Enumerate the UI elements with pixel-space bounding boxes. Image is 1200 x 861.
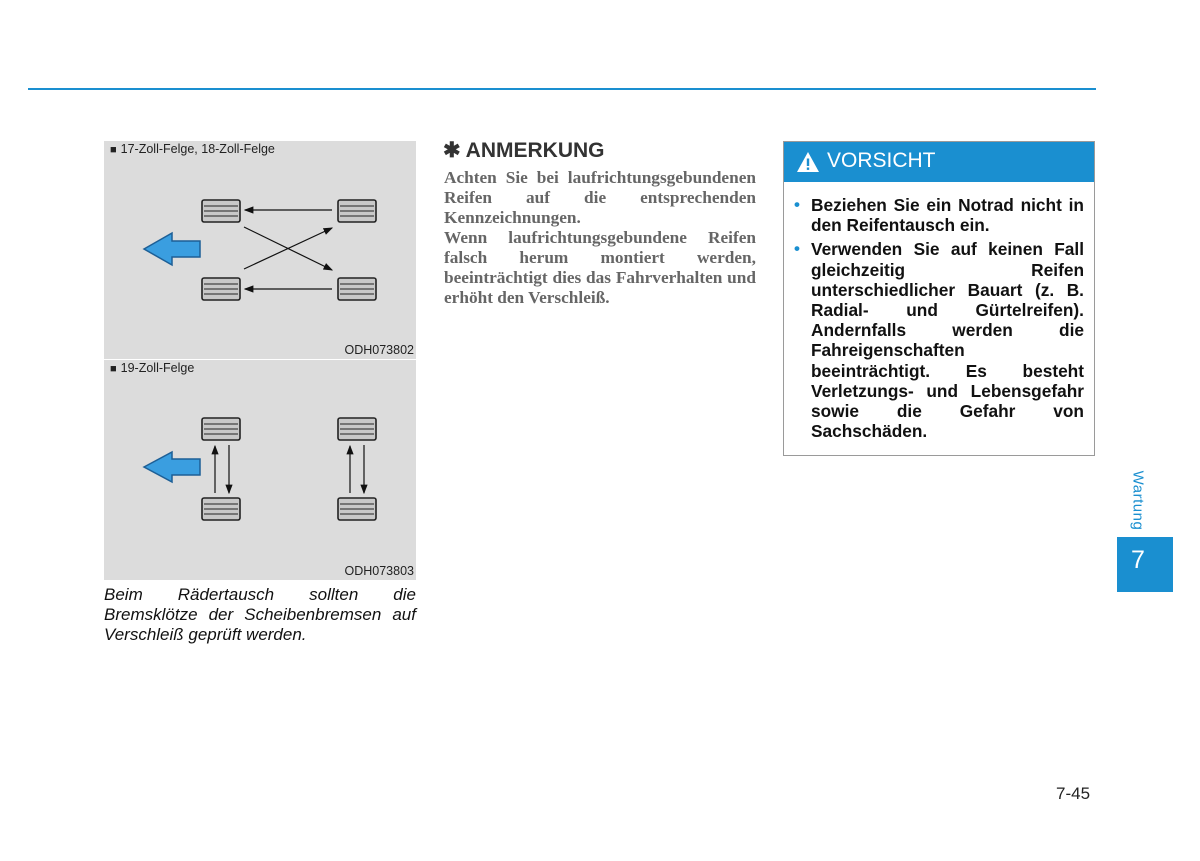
- list-item: • Beziehen Sie ein Notrad nicht in den Reifentausch ein.: [794, 195, 1084, 236]
- caution-header: [784, 142, 1094, 182]
- square-bullet-icon: ■: [110, 363, 117, 375]
- figure-code: ODH073803: [344, 564, 414, 578]
- caution-box: [783, 141, 1095, 456]
- figure-rotation-19: [104, 359, 416, 580]
- note-paragraph: Achten Sie bei laufrichtungsgebundenen Reifen auf die entsprechenden Kennzeichnungen.: [444, 168, 756, 227]
- tire-front-right-icon: [338, 200, 376, 222]
- list-item: • Verwenden Sie auf keinen Fall gleichzeitig Reifen unterschiedlicher Bauart (z. B. Radial- und Gürtelreifen). Andernfalls werden die Fahreigenschaften beeinträchtigt. Es besteht Verletzungs- und Lebensgefahr sowie die Gefahr von Sachschäden.: [794, 239, 1084, 442]
- tire-rear-left-icon: [202, 278, 240, 300]
- tire-front-left-icon: [202, 200, 240, 222]
- tire-rear-right-icon: [338, 278, 376, 300]
- rotation-arrow: [244, 228, 332, 269]
- chapter-number: 7: [1131, 546, 1145, 574]
- tire-front-right-icon: [338, 418, 376, 440]
- tire-rear-right-icon: [338, 498, 376, 520]
- warning-triangle-icon: [796, 151, 820, 173]
- note-paragraph: Wenn laufrichtungsgebundene Reifen falsch herum montiert werden, beeinträchtigt dies das Fahrverhalten und erhöht den Verschleiß.: [444, 228, 756, 307]
- section-side-label: Wartung: [1129, 470, 1147, 531]
- page-number: 7-45: [1056, 784, 1091, 803]
- caution-title: VORSICHT: [827, 149, 936, 172]
- figure-caption: ■ 19-Zoll-Felge: [110, 361, 195, 375]
- brake-pad-note: Beim Rädertausch sollten die Bremsklötze der Scheibenbremsen auf Verschleiß geprüft werden.: [104, 585, 416, 644]
- bullet-icon: •: [794, 239, 800, 259]
- figure-rotation-17-18: [104, 141, 416, 359]
- direction-arrow-icon: [144, 233, 200, 265]
- bullet-icon: •: [794, 195, 800, 214]
- square-bullet-icon: ■: [110, 144, 117, 156]
- cross-rotation-diagram: [104, 141, 416, 359]
- tire-front-left-icon: [202, 418, 240, 440]
- caution-list: [784, 195, 1094, 445]
- figure-code: ODH073802: [344, 343, 414, 357]
- asterisk-icon: ✱: [443, 139, 461, 162]
- top-rule: [28, 88, 1096, 90]
- direction-arrow-icon: [144, 452, 200, 482]
- tire-rear-left-icon: [202, 498, 240, 520]
- figure-caption: ■ 17-Zoll-Felge, 18-Zoll-Felge: [110, 142, 275, 156]
- front-rear-rotation-diagram: [104, 360, 416, 580]
- note-body: [444, 168, 756, 308]
- note-heading: ✱ ANMERKUNG: [443, 139, 605, 162]
- chapter-tab: [1117, 537, 1173, 592]
